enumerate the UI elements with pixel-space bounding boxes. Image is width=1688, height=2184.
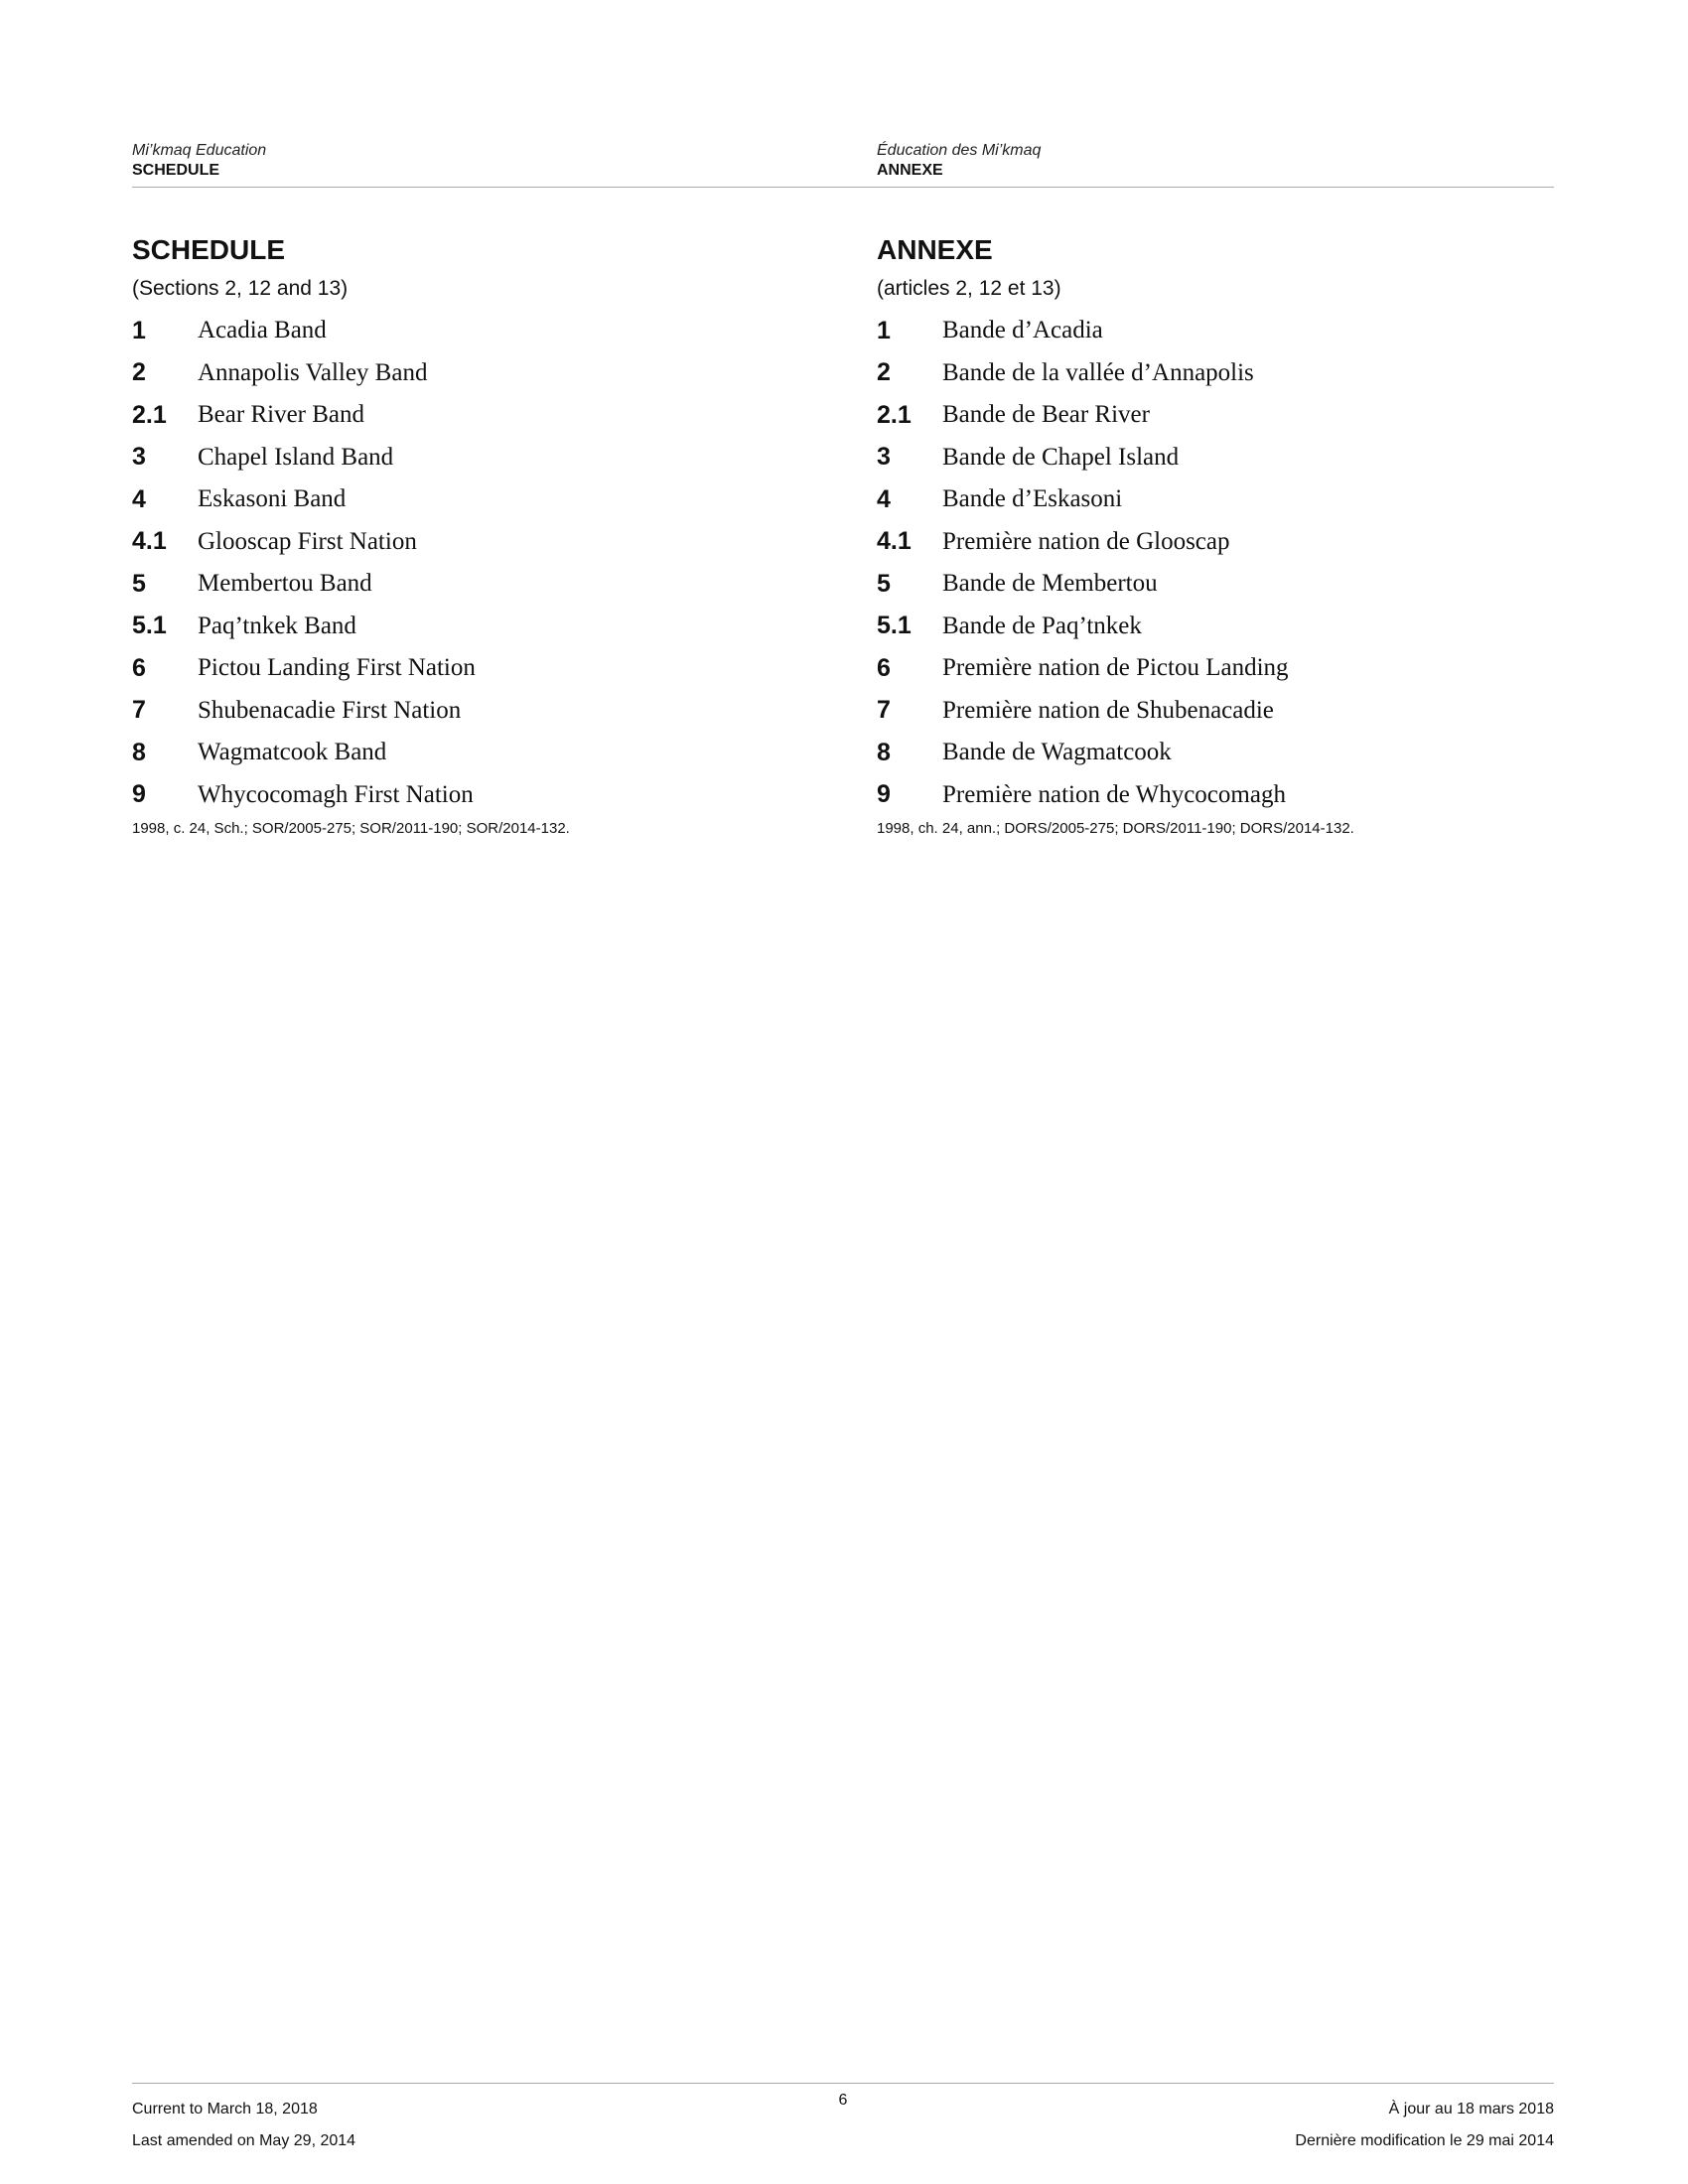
list-item (877, 732, 1572, 774)
item-name: Bande d’Eskasoni (942, 485, 1123, 513)
schedule-heading-fr: ANNEXE (877, 234, 993, 265)
item-number: 5.1 (132, 612, 167, 640)
item-number: 5 (132, 569, 146, 598)
item-name: Première nation de Shubenacadie (942, 696, 1274, 724)
item-name: Première nation de Pictou Landing (942, 654, 1289, 682)
item-number: 9 (877, 780, 891, 809)
schedule-list-fr (877, 310, 1572, 816)
item-name: Annapolis Valley Band (198, 358, 428, 386)
schedule-english-column (132, 230, 827, 840)
header-section-fr: ANNEXE (877, 162, 943, 179)
list-item (877, 394, 1572, 437)
amendment-citation-fr: 1998, ch. 24, ann.; DORS/2005-275; DORS/2011-190; DORS/2014-132. (877, 820, 1354, 837)
item-name: Whycocomagh First Nation (198, 780, 474, 808)
schedule-heading-en: SCHEDULE (132, 234, 286, 265)
schedule-reference-fr: (articles 2, 12 et 13) (877, 277, 1061, 300)
item-name: Membertou Band (198, 570, 372, 598)
list-item (877, 352, 1572, 395)
list-item (877, 690, 1572, 733)
item-number: 7 (132, 696, 146, 725)
page-number: 6 (838, 2092, 848, 2109)
footer-last-amended-fr: Dernière modification le 29 mai 2014 (1295, 2132, 1554, 2149)
footer-french (1295, 2094, 1554, 2157)
item-name: Chapel Island Band (198, 443, 394, 471)
item-name: Bande de Bear River (942, 401, 1150, 429)
item-number: 3 (877, 443, 891, 472)
item-number: 2.1 (877, 400, 912, 429)
item-name: Bande de Wagmatcook (942, 739, 1172, 766)
running-header-english (132, 141, 266, 181)
list-item (132, 394, 827, 437)
list-item (877, 563, 1572, 606)
list-item (877, 647, 1572, 690)
running-header-french (877, 141, 1041, 181)
item-number: 2.1 (132, 400, 167, 429)
item-name: Paq’tnkek Band (198, 612, 356, 639)
list-item (877, 606, 1572, 648)
item-name: Pictou Landing First Nation (198, 654, 476, 682)
footer-last-amended-en: Last amended on May 29, 2014 (132, 2132, 356, 2149)
item-number: 2 (877, 358, 891, 387)
item-name: Bande de la vallée d’Annapolis (942, 358, 1254, 386)
list-item (132, 437, 827, 479)
item-name: Première nation de Whycocomagh (942, 780, 1286, 808)
list-item (877, 437, 1572, 479)
list-item (132, 690, 827, 733)
list-item (132, 521, 827, 564)
item-number: 8 (132, 738, 146, 766)
list-item (877, 774, 1572, 817)
list-item (132, 478, 827, 521)
footer-current-to-en: Current to March 18, 2018 (132, 2101, 318, 2117)
item-number: 6 (877, 653, 891, 682)
item-number: 9 (132, 780, 146, 809)
list-item (132, 774, 827, 817)
list-item (132, 732, 827, 774)
item-name: Bande de Membertou (942, 570, 1158, 598)
item-number: 4 (132, 484, 146, 513)
header-section-en: SCHEDULE (132, 162, 220, 179)
item-number: 3 (132, 443, 146, 472)
item-name: Bande de Paq’tnkek (942, 612, 1142, 639)
running-header (132, 141, 1554, 188)
item-number: 7 (877, 696, 891, 725)
header-act-title-fr: Éducation des Mi’kmaq (877, 142, 1042, 159)
list-item (877, 521, 1572, 564)
page-footer (132, 2083, 1554, 2153)
item-name: Acadia Band (198, 317, 327, 344)
item-number: 5.1 (877, 612, 912, 640)
item-name: Shubenacadie First Nation (198, 696, 462, 724)
item-name: Bear River Band (198, 401, 365, 429)
item-number: 4.1 (877, 527, 912, 556)
list-item (132, 352, 827, 395)
item-name: Eskasoni Band (198, 485, 347, 513)
list-item (132, 310, 827, 352)
item-name: Première nation de Glooscap (942, 527, 1230, 555)
list-item (877, 478, 1572, 521)
amendment-citation-en: 1998, c. 24, Sch.; SOR/2005-275; SOR/2011-190; SOR/2014-132. (132, 820, 570, 837)
schedule-french-column (877, 230, 1572, 840)
list-item (877, 310, 1572, 352)
item-number: 8 (877, 738, 891, 766)
item-number: 5 (877, 569, 891, 598)
item-number: 1 (877, 316, 891, 344)
item-number: 4.1 (132, 527, 167, 556)
item-number: 6 (132, 653, 146, 682)
item-number: 1 (132, 316, 146, 344)
list-item (132, 606, 827, 648)
header-act-title-en: Mi’kmaq Education (132, 142, 267, 159)
schedule-reference-en: (Sections 2, 12 and 13) (132, 277, 349, 300)
list-item (132, 563, 827, 606)
item-number: 2 (132, 358, 146, 387)
schedule-list-en (132, 310, 827, 816)
footer-current-to-fr: À jour au 18 mars 2018 (1388, 2101, 1554, 2117)
item-name: Glooscap First Nation (198, 527, 417, 555)
item-name: Wagmatcook Band (198, 739, 387, 766)
list-item (132, 647, 827, 690)
item-name: Bande d’Acadia (942, 317, 1103, 344)
item-name: Bande de Chapel Island (942, 443, 1180, 471)
item-number: 4 (877, 484, 891, 513)
